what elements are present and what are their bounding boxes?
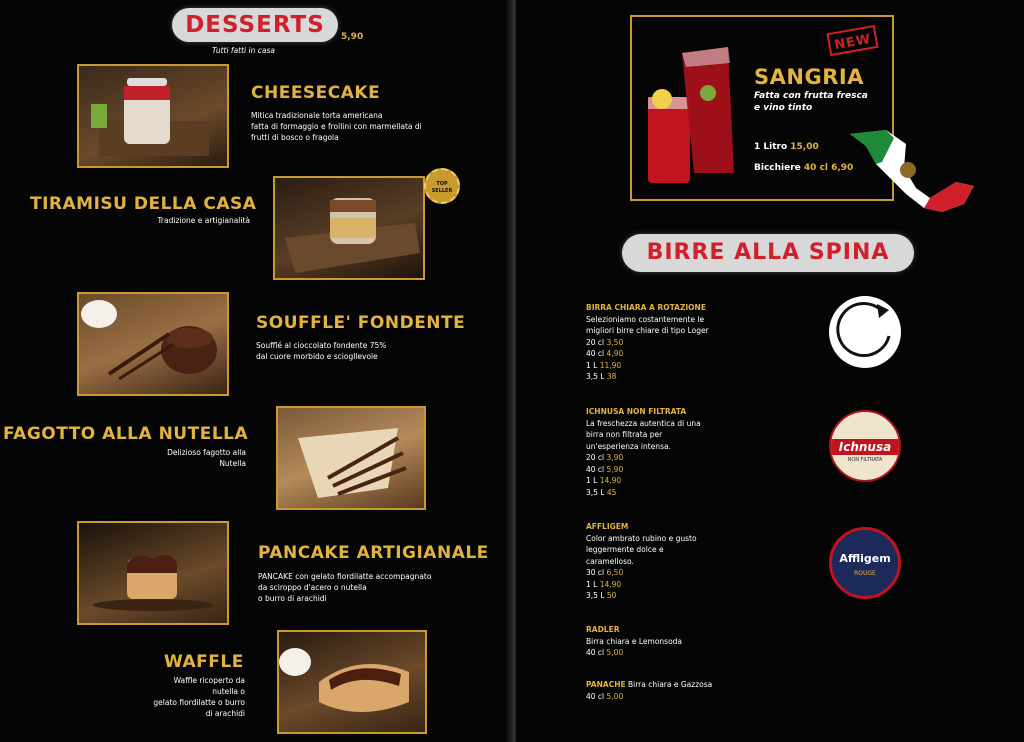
size: 40 cl (586, 349, 605, 358)
waffle-illustration (279, 632, 425, 732)
beer-item-rotazione (586, 302, 709, 383)
litro-label: 1 Litro (754, 142, 788, 152)
tiramisu-title: TIRAMISU DELLA CASA (30, 194, 257, 214)
size: 40 cl (586, 648, 605, 657)
beer-desc-line: leggermente dolce e (586, 545, 664, 554)
desc-line: frutti di bosco o fragola (251, 133, 339, 142)
price: 3,90 (606, 453, 624, 462)
souffle-title: SOUFFLE' FONDENTE (256, 313, 466, 333)
affligem-logo-text: Affligem (839, 552, 891, 565)
beer-item-ichnusa (586, 406, 701, 498)
price: 5,90 (606, 464, 624, 474)
beer-header-pill (622, 234, 914, 272)
beer-name: PANACHE (586, 680, 626, 689)
desc-line: Tradizione e artigianalità (157, 216, 250, 225)
desc-line: Fatta con frutta fresca (754, 91, 868, 101)
tiramisu-illustration (275, 178, 423, 278)
litro-price: 15,00 (790, 142, 819, 152)
beer-name: AFFLIGEM (586, 522, 629, 531)
size: 30 cl (586, 568, 605, 577)
price-row (586, 348, 709, 360)
waffle-photo (277, 630, 427, 734)
price-row (586, 590, 697, 602)
tiramisu-photo (273, 176, 425, 280)
beer-desc-line: Color ambrato rubino e gusto (586, 533, 697, 543)
sangria-bicchiere (754, 163, 853, 173)
desc-line: da sciroppo d'acero o nutella (258, 583, 367, 592)
desc-line: Soufflé al cioccolato fondente 75% (256, 341, 387, 350)
size: 1 L (586, 579, 598, 589)
mexico-flag-map-icon (846, 124, 986, 214)
beer-desc-line: birra non filtrata per (586, 430, 663, 439)
sangria-desc (754, 90, 868, 114)
waffle-title: WAFFLE (164, 652, 244, 672)
size: 40 cl (586, 464, 605, 474)
desserts-header-pill (172, 8, 338, 42)
desc-line: fatta di formaggio e frollini con marmellata di (251, 122, 422, 131)
pancake-desc (258, 571, 431, 604)
beer-desc-line: un'esperienza intensa. (586, 441, 671, 451)
affligem-logo (829, 527, 901, 599)
desc-line: Mitica tradizionale torta americana (251, 111, 383, 120)
beer-name: BIRRA CHIARA A ROTAZIONE (586, 303, 706, 312)
cheesecake-illustration (79, 66, 227, 166)
pancake-title: PANCAKE ARTIGIANALE (258, 543, 489, 563)
fagotto-photo (276, 406, 426, 510)
size: 40 cl (586, 691, 605, 701)
price: 14,90 (599, 579, 622, 589)
bicchiere-price: 40 cl 6,90 (803, 163, 854, 173)
price-row (586, 360, 709, 372)
price-row (586, 647, 682, 659)
bicchiere-label: Bicchiere (754, 163, 801, 173)
price: 38 (606, 372, 617, 381)
sangria-title: SANGRIA (754, 65, 864, 89)
price: 5,00 (606, 691, 624, 701)
beer-desc-line: Birra chiara e Lemonsoda (586, 636, 683, 646)
price-row (586, 567, 697, 579)
souffle-desc (256, 340, 386, 362)
size: 1 L (586, 476, 598, 485)
ichnusa-logo-text: Ichnusa (838, 440, 892, 454)
price: 45 (606, 487, 617, 497)
souffle-photo (77, 292, 229, 396)
pancake-photo (77, 521, 229, 625)
right-page (516, 0, 1024, 742)
price: 50 (606, 591, 617, 600)
price-row (586, 464, 701, 476)
beer-desc-line: migliori birre chiare di tipo Loger (586, 326, 709, 335)
desc-line: Delizioso fagotto alla (167, 448, 246, 457)
size: 3,5 L (586, 372, 605, 381)
affligem-logo-sub: ROUGE (854, 570, 876, 577)
sangria-pitcher-illustration (638, 23, 748, 193)
price: 3,50 (606, 337, 624, 347)
size: 20 cl (586, 337, 605, 347)
top-seller-badge-text: TOP SELLER (431, 181, 453, 194)
waffle-desc (100, 675, 245, 719)
beer-desc-line: caramelloso. (586, 556, 634, 566)
fagotto-title: FAGOTTO ALLA NUTELLA (3, 424, 249, 444)
beer-header: BIRRE ALLA SPINA (646, 240, 890, 265)
price-row (586, 487, 701, 499)
size: 20 cl (586, 453, 605, 462)
cheesecake-desc (251, 110, 422, 143)
beer-name: ICHNUSA NON FILTRATA (586, 407, 687, 416)
pancake-illustration (79, 523, 227, 623)
top-seller-badge (424, 168, 460, 204)
desc-line: nutella o (212, 687, 245, 696)
price: 4,90 (606, 349, 624, 358)
size: 3,5 L (586, 591, 605, 600)
size: 3,5 L (586, 487, 605, 497)
new-badge (826, 25, 878, 56)
desc-line: gelato fiordilatte o burro (153, 698, 245, 707)
price-row (586, 475, 701, 487)
price-row (586, 579, 697, 591)
souffle-illustration (79, 294, 227, 394)
desserts-header: DESSERTS (185, 12, 325, 38)
fagotto-desc (60, 447, 246, 469)
price-row (586, 371, 709, 383)
size: 1 L (586, 360, 598, 370)
tiramisu-desc (60, 215, 250, 226)
price: 6,50 (606, 568, 624, 577)
cheesecake-photo (77, 64, 229, 168)
beer-desc-line: La freschezza autentica di una (586, 418, 701, 428)
beer-inline-desc: Birra chiara e Gazzosa (628, 680, 713, 689)
beer-item-panache (586, 679, 712, 702)
price-row (586, 337, 709, 349)
desserts-price: 5,90 (341, 32, 364, 42)
price-row (586, 691, 712, 703)
desc-line: Waffle ricoperto da (173, 676, 245, 685)
price-row (586, 452, 701, 464)
desserts-subtitle: Tutti fatti in casa (212, 46, 275, 55)
cheesecake-title: CHEESECAKE (251, 83, 381, 103)
desc-line: di arachidi (205, 709, 245, 718)
new-badge-text: NEW (833, 31, 873, 54)
beer-item-radler (586, 624, 682, 659)
desc-line: o burro di arachidi (258, 594, 327, 603)
desc-line: e vino tinto (754, 103, 813, 113)
desc-line: Nutella (219, 459, 246, 468)
price: 5,00 (606, 648, 624, 657)
beer-item-affligem (586, 521, 697, 602)
ichnusa-logo (829, 410, 901, 482)
desc-line: PANCAKE con gelato fiordilatte accompagnato (258, 572, 432, 581)
desc-line: dal cuore morbido e sciogllevole (256, 352, 378, 361)
price: 11,90 (599, 360, 622, 370)
sangria-litro (754, 142, 819, 152)
ichnusa-logo-sub: NON FILTRATA (847, 457, 883, 463)
rotation-arrow-icon (829, 296, 901, 368)
price: 14,90 (599, 476, 622, 485)
beer-desc-line: Selezioniamo costantemente le (586, 314, 705, 324)
beer-name: RADLER (586, 625, 620, 634)
fagotto-illustration (278, 408, 424, 508)
